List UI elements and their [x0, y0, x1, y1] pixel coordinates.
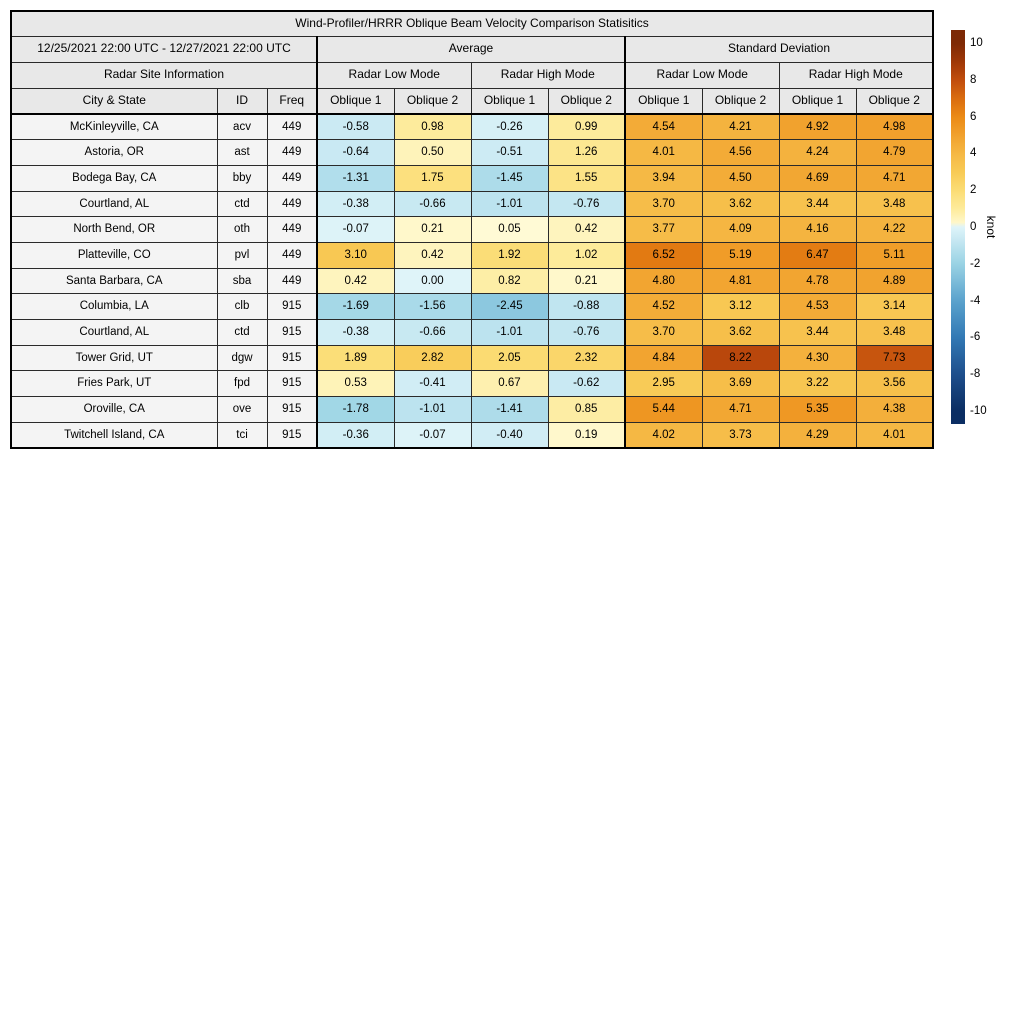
city-cell: Columbia, LA — [11, 294, 217, 320]
city-cell: Santa Barbara, CA — [11, 268, 217, 294]
value-cell: -1.01 — [471, 320, 548, 346]
table-row — [11, 217, 933, 243]
value-cell: 0.00 — [394, 268, 471, 294]
value-cell: 5.44 — [625, 397, 702, 423]
freq-cell: 449 — [267, 140, 317, 166]
value-cell: 0.85 — [548, 397, 625, 423]
value-cell: 4.92 — [779, 114, 856, 140]
value-cell: 7.73 — [856, 345, 933, 371]
value-cell: -1.69 — [317, 294, 394, 320]
freq-cell: 915 — [267, 294, 317, 320]
value-cell: 3.22 — [779, 371, 856, 397]
value-cell: 0.42 — [394, 242, 471, 268]
value-cell: 4.16 — [779, 217, 856, 243]
value-cell: -1.41 — [471, 397, 548, 423]
table-row — [11, 165, 933, 191]
city-cell: Courtland, AL — [11, 191, 217, 217]
table-body — [11, 114, 933, 448]
value-cell: 6.47 — [779, 242, 856, 268]
col-std-low-oblique2: Oblique 2 — [702, 88, 779, 114]
value-cell: 0.67 — [471, 371, 548, 397]
value-cell: -1.56 — [394, 294, 471, 320]
value-cell: 4.79 — [856, 140, 933, 166]
value-cell: 8.22 — [702, 345, 779, 371]
table-row — [11, 140, 933, 166]
value-cell: 0.21 — [394, 217, 471, 243]
city-cell: Oroville, CA — [11, 397, 217, 423]
site-id-cell: fpd — [217, 371, 267, 397]
value-cell: 0.42 — [317, 268, 394, 294]
value-cell: 4.69 — [779, 165, 856, 191]
value-cell: 1.89 — [317, 345, 394, 371]
value-cell: 0.98 — [394, 114, 471, 140]
freq-cell: 449 — [267, 165, 317, 191]
city-cell: Fries Park, UT — [11, 371, 217, 397]
value-cell: -0.76 — [548, 191, 625, 217]
value-cell: 4.02 — [625, 422, 702, 448]
freq-cell: 449 — [267, 191, 317, 217]
group-average-header: Average — [317, 36, 625, 62]
table-row — [11, 191, 933, 217]
value-cell: 0.53 — [317, 371, 394, 397]
freq-cell: 915 — [267, 345, 317, 371]
table-row — [11, 345, 933, 371]
col-avg-high-oblique1: Oblique 1 — [471, 88, 548, 114]
table-row — [11, 371, 933, 397]
value-cell: 4.22 — [856, 217, 933, 243]
value-cell: -1.45 — [471, 165, 548, 191]
date-range: 12/25/2021 22:00 UTC - 12/27/2021 22:00 UTC — [11, 36, 317, 62]
value-cell: 2.05 — [471, 345, 548, 371]
colorbar-tick: -6 — [970, 331, 981, 344]
value-cell: 3.56 — [856, 371, 933, 397]
site-id-cell: acv — [217, 114, 267, 140]
freq-cell: 449 — [267, 217, 317, 243]
col-id: ID — [217, 88, 267, 114]
col-avg-low-oblique1: Oblique 1 — [317, 88, 394, 114]
value-cell: -2.45 — [471, 294, 548, 320]
value-cell: 2.95 — [625, 371, 702, 397]
colorbar-unit-label: knot — [984, 215, 998, 239]
value-cell: 3.62 — [702, 191, 779, 217]
site-id-cell: tci — [217, 422, 267, 448]
value-cell: 3.69 — [702, 371, 779, 397]
value-cell: 3.48 — [856, 191, 933, 217]
site-id-cell: sba — [217, 268, 267, 294]
value-cell: -0.36 — [317, 422, 394, 448]
title-row — [11, 11, 933, 36]
colorbar-tick: -8 — [970, 368, 981, 381]
value-cell: -0.64 — [317, 140, 394, 166]
value-cell: 4.24 — [779, 140, 856, 166]
col-avg-low-oblique2: Oblique 2 — [394, 88, 471, 114]
value-cell: -1.78 — [317, 397, 394, 423]
value-cell: -0.62 — [548, 371, 625, 397]
colorbar-tick: 8 — [970, 73, 977, 86]
table-row — [11, 294, 933, 320]
value-cell: 3.14 — [856, 294, 933, 320]
value-cell: 1.55 — [548, 165, 625, 191]
value-cell: 4.98 — [856, 114, 933, 140]
value-cell: 0.42 — [548, 217, 625, 243]
table-row — [11, 320, 933, 346]
value-cell: 2.32 — [548, 345, 625, 371]
site-id-cell: dgw — [217, 345, 267, 371]
city-cell: Twitchell Island, CA — [11, 422, 217, 448]
value-cell: 3.94 — [625, 165, 702, 191]
value-cell: 4.52 — [625, 294, 702, 320]
value-cell: -0.66 — [394, 191, 471, 217]
table-row — [11, 397, 933, 423]
table-row — [11, 422, 933, 448]
col-std-high-oblique2: Oblique 2 — [856, 88, 933, 114]
value-cell: 3.73 — [702, 422, 779, 448]
value-cell: -0.38 — [317, 320, 394, 346]
site-id-cell: ctd — [217, 191, 267, 217]
stats-table — [10, 10, 934, 449]
freq-cell: 449 — [267, 268, 317, 294]
value-cell: 3.70 — [625, 320, 702, 346]
value-cell: -1.31 — [317, 165, 394, 191]
value-cell: -0.66 — [394, 320, 471, 346]
value-cell: 1.75 — [394, 165, 471, 191]
colorbar-tick: 10 — [970, 36, 983, 49]
col-std-high-oblique1: Oblique 1 — [779, 88, 856, 114]
value-cell: 4.54 — [625, 114, 702, 140]
value-cell: -0.51 — [471, 140, 548, 166]
value-cell: 0.99 — [548, 114, 625, 140]
value-cell: 5.35 — [779, 397, 856, 423]
value-cell: 4.71 — [856, 165, 933, 191]
site-id-cell: oth — [217, 217, 267, 243]
value-cell: 0.82 — [471, 268, 548, 294]
freq-cell: 915 — [267, 422, 317, 448]
value-cell: -0.40 — [471, 422, 548, 448]
value-cell: 0.19 — [548, 422, 625, 448]
value-cell: 1.92 — [471, 242, 548, 268]
value-cell: -0.88 — [548, 294, 625, 320]
table-title: Wind-Profiler/HRRR Oblique Beam Velocity Comparison Statisitics — [11, 11, 933, 36]
value-cell: 4.89 — [856, 268, 933, 294]
colorbar-tick: -4 — [970, 294, 981, 307]
value-cell: -0.76 — [548, 320, 625, 346]
value-cell: 3.48 — [856, 320, 933, 346]
value-cell: 5.11 — [856, 242, 933, 268]
value-cell: -0.38 — [317, 191, 394, 217]
value-cell: 4.78 — [779, 268, 856, 294]
value-cell: -0.58 — [317, 114, 394, 140]
value-cell: 3.44 — [779, 320, 856, 346]
value-cell: 4.30 — [779, 345, 856, 371]
value-cell: 4.01 — [856, 422, 933, 448]
freq-cell: 449 — [267, 242, 317, 268]
value-cell: 2.82 — [394, 345, 471, 371]
value-cell: 0.05 — [471, 217, 548, 243]
colorbar-tick: -10 — [970, 405, 987, 418]
value-cell: 4.38 — [856, 397, 933, 423]
value-cell: -0.41 — [394, 371, 471, 397]
colorbar-tick: 4 — [970, 147, 977, 160]
site-id-cell: pvl — [217, 242, 267, 268]
value-cell: 0.50 — [394, 140, 471, 166]
site-id-cell: ove — [217, 397, 267, 423]
freq-cell: 449 — [267, 114, 317, 140]
value-cell: 3.12 — [702, 294, 779, 320]
avg-high-mode-header: Radar High Mode — [471, 62, 625, 88]
value-cell: 3.10 — [317, 242, 394, 268]
value-cell: -0.26 — [471, 114, 548, 140]
site-id-cell: bby — [217, 165, 267, 191]
colorbar — [951, 30, 965, 424]
group-std-header: Standard Deviation — [625, 36, 933, 62]
column-header-row — [11, 88, 933, 114]
value-cell: 4.71 — [702, 397, 779, 423]
value-cell: 4.09 — [702, 217, 779, 243]
table-row — [11, 268, 933, 294]
freq-cell: 915 — [267, 320, 317, 346]
value-cell: 3.62 — [702, 320, 779, 346]
value-cell: 4.50 — [702, 165, 779, 191]
value-cell: -1.01 — [471, 191, 548, 217]
value-cell: 3.70 — [625, 191, 702, 217]
table-row — [11, 242, 933, 268]
value-cell: -1.01 — [394, 397, 471, 423]
colorbar-tick: 0 — [970, 221, 977, 233]
city-cell: Courtland, AL — [11, 320, 217, 346]
col-avg-high-oblique2: Oblique 2 — [548, 88, 625, 114]
group-header-row — [11, 36, 933, 62]
freq-cell: 915 — [267, 371, 317, 397]
value-cell: 5.19 — [702, 242, 779, 268]
site-id-cell: ast — [217, 140, 267, 166]
value-cell: 4.53 — [779, 294, 856, 320]
value-cell: 3.77 — [625, 217, 702, 243]
freq-cell: 915 — [267, 397, 317, 423]
value-cell: 1.02 — [548, 242, 625, 268]
mode-header-row — [11, 62, 933, 88]
city-cell: North Bend, OR — [11, 217, 217, 243]
site-info-header: Radar Site Information — [11, 62, 317, 88]
city-cell: Platteville, CO — [11, 242, 217, 268]
col-std-low-oblique1: Oblique 1 — [625, 88, 702, 114]
col-city-state: City & State — [11, 88, 217, 114]
value-cell: 4.29 — [779, 422, 856, 448]
city-cell: McKinleyville, CA — [11, 114, 217, 140]
colorbar-tick: -2 — [970, 257, 981, 270]
city-cell: Astoria, OR — [11, 140, 217, 166]
value-cell: 3.44 — [779, 191, 856, 217]
value-cell: 0.21 — [548, 268, 625, 294]
value-cell: 4.56 — [702, 140, 779, 166]
value-cell: -0.07 — [394, 422, 471, 448]
table-row — [11, 114, 933, 140]
city-cell: Bodega Bay, CA — [11, 165, 217, 191]
value-cell: 1.26 — [548, 140, 625, 166]
site-id-cell: ctd — [217, 320, 267, 346]
city-cell: Tower Grid, UT — [11, 345, 217, 371]
value-cell: -0.07 — [317, 217, 394, 243]
std-low-mode-header: Radar Low Mode — [625, 62, 779, 88]
value-cell: 6.52 — [625, 242, 702, 268]
colorbar-tick: 6 — [970, 110, 977, 123]
value-cell: 4.84 — [625, 345, 702, 371]
value-cell: 4.01 — [625, 140, 702, 166]
colorbar-tick: 2 — [970, 184, 977, 197]
std-high-mode-header: Radar High Mode — [779, 62, 933, 88]
site-id-cell: clb — [217, 294, 267, 320]
avg-low-mode-header: Radar Low Mode — [317, 62, 471, 88]
value-cell: 4.21 — [702, 114, 779, 140]
col-freq: Freq — [267, 88, 317, 114]
value-cell: 4.81 — [702, 268, 779, 294]
value-cell: 4.80 — [625, 268, 702, 294]
